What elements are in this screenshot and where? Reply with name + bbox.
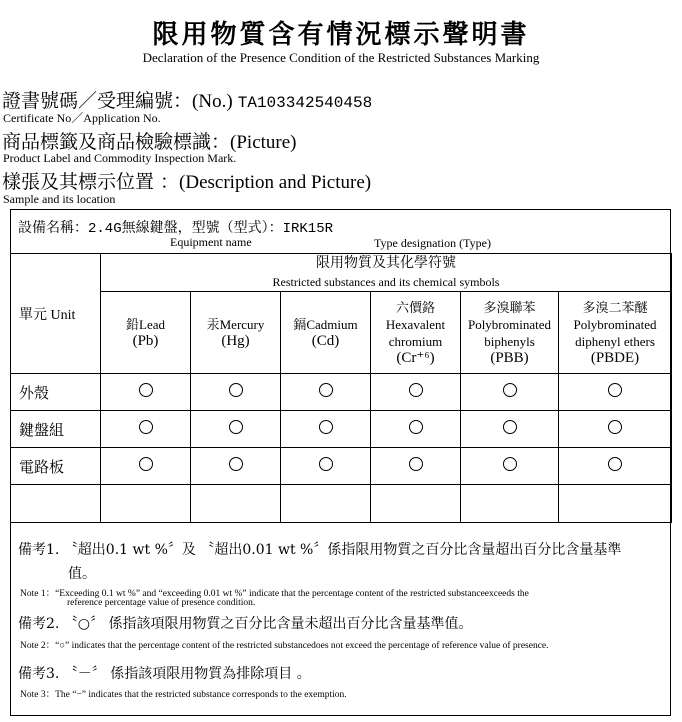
note-2-en: Note 2：“○” indicates that the percentage content of the restricted substancedoes not exceed the percentage of reference value of presence. (20, 641, 549, 651)
mark-cell (371, 448, 461, 485)
certificate-number: TA103342540458 (237, 94, 373, 112)
substance-hexavalent-chromium (371, 292, 461, 374)
circle-mark-icon (409, 420, 423, 434)
equipment-section (10, 209, 671, 254)
mark-cell (371, 411, 461, 448)
substance-name: 鎘Cadmium (293, 316, 358, 332)
substance-name-zh: 多溴二苯醚 (582, 299, 648, 315)
note-3-zh: 備考3. 〝－〞 係指該項限用物質為排除項目 。 (18, 666, 311, 682)
unit-header: 單元 Unit (11, 254, 101, 374)
substance-name-zh: 六價鉻 (395, 299, 435, 315)
mark-cell (559, 411, 672, 448)
substance-pbb (461, 292, 559, 374)
mark-cell (101, 485, 191, 523)
substance-symbol: (PBDE) (590, 349, 640, 366)
table-row (11, 374, 672, 411)
sample-value: (Description and Picture) (179, 172, 372, 193)
product-label-value: (Picture) (230, 132, 297, 153)
mark-cell (281, 448, 371, 485)
substance-mercury (191, 292, 281, 374)
substance-name-en-1: Polybrominated (573, 316, 657, 332)
declaration-title-en: Declaration of the Presence Condition of the Restricted Substances Marking (142, 50, 540, 65)
mark-cell (461, 448, 559, 485)
substance-name-en-1: Polybrominated (467, 316, 552, 332)
substance-name-en-2: diphenyl ethers (575, 333, 655, 349)
mark-cell (461, 374, 559, 411)
type-designation-label-en: Type designation (Type) (374, 236, 491, 250)
substance-name-en-2: chromium (388, 333, 443, 349)
certificate-no-label: (No.) (192, 91, 233, 112)
note-2-zh: 備考2. 〝○〞 係指該項限用物質之百分比含量未超出百分比含量基準值。 (18, 616, 473, 632)
mark-cell (371, 485, 461, 523)
substance-lead (101, 292, 191, 374)
product-label-en: Product Label and Commodity Inspection Mark. (3, 151, 237, 165)
substance-name: 汞Mercury (206, 316, 265, 332)
substance-symbol: (Cd) (311, 332, 340, 349)
substance-name-en-2: biphenyls (484, 333, 535, 349)
circle-mark-icon (319, 383, 333, 397)
notes-section (10, 527, 671, 716)
mark-cell (101, 374, 191, 411)
mark-cell (559, 374, 672, 411)
circle-mark-icon (139, 383, 153, 397)
sample-line (2, 167, 371, 194)
mark-cell (191, 485, 281, 523)
equipment-name-label: 設備名稱： (18, 220, 88, 236)
substance-cadmium (281, 292, 371, 374)
equipment-name-line (18, 217, 333, 237)
circle-mark-icon (503, 457, 517, 471)
substance-name-zh: 多溴聯苯 (483, 299, 536, 315)
substance-header-row (11, 292, 672, 374)
mark-cell (191, 374, 281, 411)
unit-label: 電路板 (11, 448, 101, 485)
note-1-zh: 備考1. 〝超出0.1 wt %〞及 〝超出0.01 wt %〞係指限用物質之百分比含量超出百分比含量基準 (18, 542, 622, 558)
declaration-title-zh: 限用物質含有情況標示聲明書 (152, 20, 530, 50)
restricted-substances-en: Restricted substances and its chemical symbols (272, 274, 500, 289)
equipment-name-value: 2.4G無線鍵盤，型號（型式）：IRK15R (88, 221, 334, 237)
substance-pbde (559, 292, 672, 374)
note-3-en: Note 3：The “−” indicates that the restricted substance corresponds to the exemption. (20, 690, 347, 700)
unit-rows (11, 374, 672, 523)
substance-symbol: (Cr⁺⁶) (396, 349, 435, 366)
mark-cell (559, 485, 672, 523)
circle-mark-icon (608, 457, 622, 471)
circle-mark-icon (409, 457, 423, 471)
substance-name-en-1: Hexavalent (385, 316, 446, 332)
note-1-en: Note 1：“Exceeding 0.1 wt %” and “exceeding 0.01 wt %” indicate that the percentage content of the restricted substanceexceeds the (20, 589, 529, 599)
mark-cell (461, 485, 559, 523)
table-row (11, 485, 672, 523)
substance-name: 鉛Lead (126, 316, 165, 332)
product-label-zh: 商品標籤及商品檢驗標識： (2, 131, 231, 153)
certificate-label-zh: 證書號碼／受理編號： (2, 90, 193, 112)
product-label-line (2, 127, 297, 154)
mark-cell (281, 374, 371, 411)
mark-cell (461, 411, 559, 448)
circle-mark-icon (229, 420, 243, 434)
equipment-name-label-en: Equipment name (170, 235, 252, 249)
restricted-substances-header (101, 254, 672, 292)
mark-cell (281, 485, 371, 523)
substance-symbol: (Pb) (132, 332, 159, 349)
circle-mark-icon (608, 420, 622, 434)
note-1-en-cont: reference percentage value of presence condition. (67, 598, 256, 608)
circle-mark-icon (409, 383, 423, 397)
table-row (11, 411, 672, 448)
unit-label (11, 485, 101, 523)
mark-cell (101, 411, 191, 448)
mark-cell (101, 448, 191, 485)
mark-cell (371, 374, 461, 411)
circle-mark-icon (319, 457, 333, 471)
certificate-label-en: Certificate No／Application No. (3, 111, 161, 125)
circle-mark-icon (608, 383, 622, 397)
unit-label: 外殼 (11, 374, 101, 411)
circle-mark-icon (319, 420, 333, 434)
note-1-zh-cont: 值。 (68, 566, 96, 582)
mark-cell (191, 448, 281, 485)
mark-cell (191, 411, 281, 448)
circle-mark-icon (139, 420, 153, 434)
substance-symbol: (Hg) (221, 332, 250, 349)
substance-symbol: (PBB) (490, 349, 529, 366)
table-row (11, 448, 672, 485)
circle-mark-icon (139, 457, 153, 471)
circle-mark-icon (229, 457, 243, 471)
mark-cell (281, 411, 371, 448)
circle-mark-icon (503, 383, 517, 397)
sample-label-en: Sample and its location (3, 192, 116, 206)
mark-cell (559, 448, 672, 485)
restricted-substances-table (10, 253, 672, 523)
sample-label-zh: 樣張及其標示位置 ： (2, 171, 180, 193)
circle-mark-icon (229, 383, 243, 397)
circle-mark-icon (503, 420, 517, 434)
restricted-substances-zh: 限用物質及其化學符號 (316, 255, 456, 271)
unit-label: 鍵盤組 (11, 411, 101, 448)
